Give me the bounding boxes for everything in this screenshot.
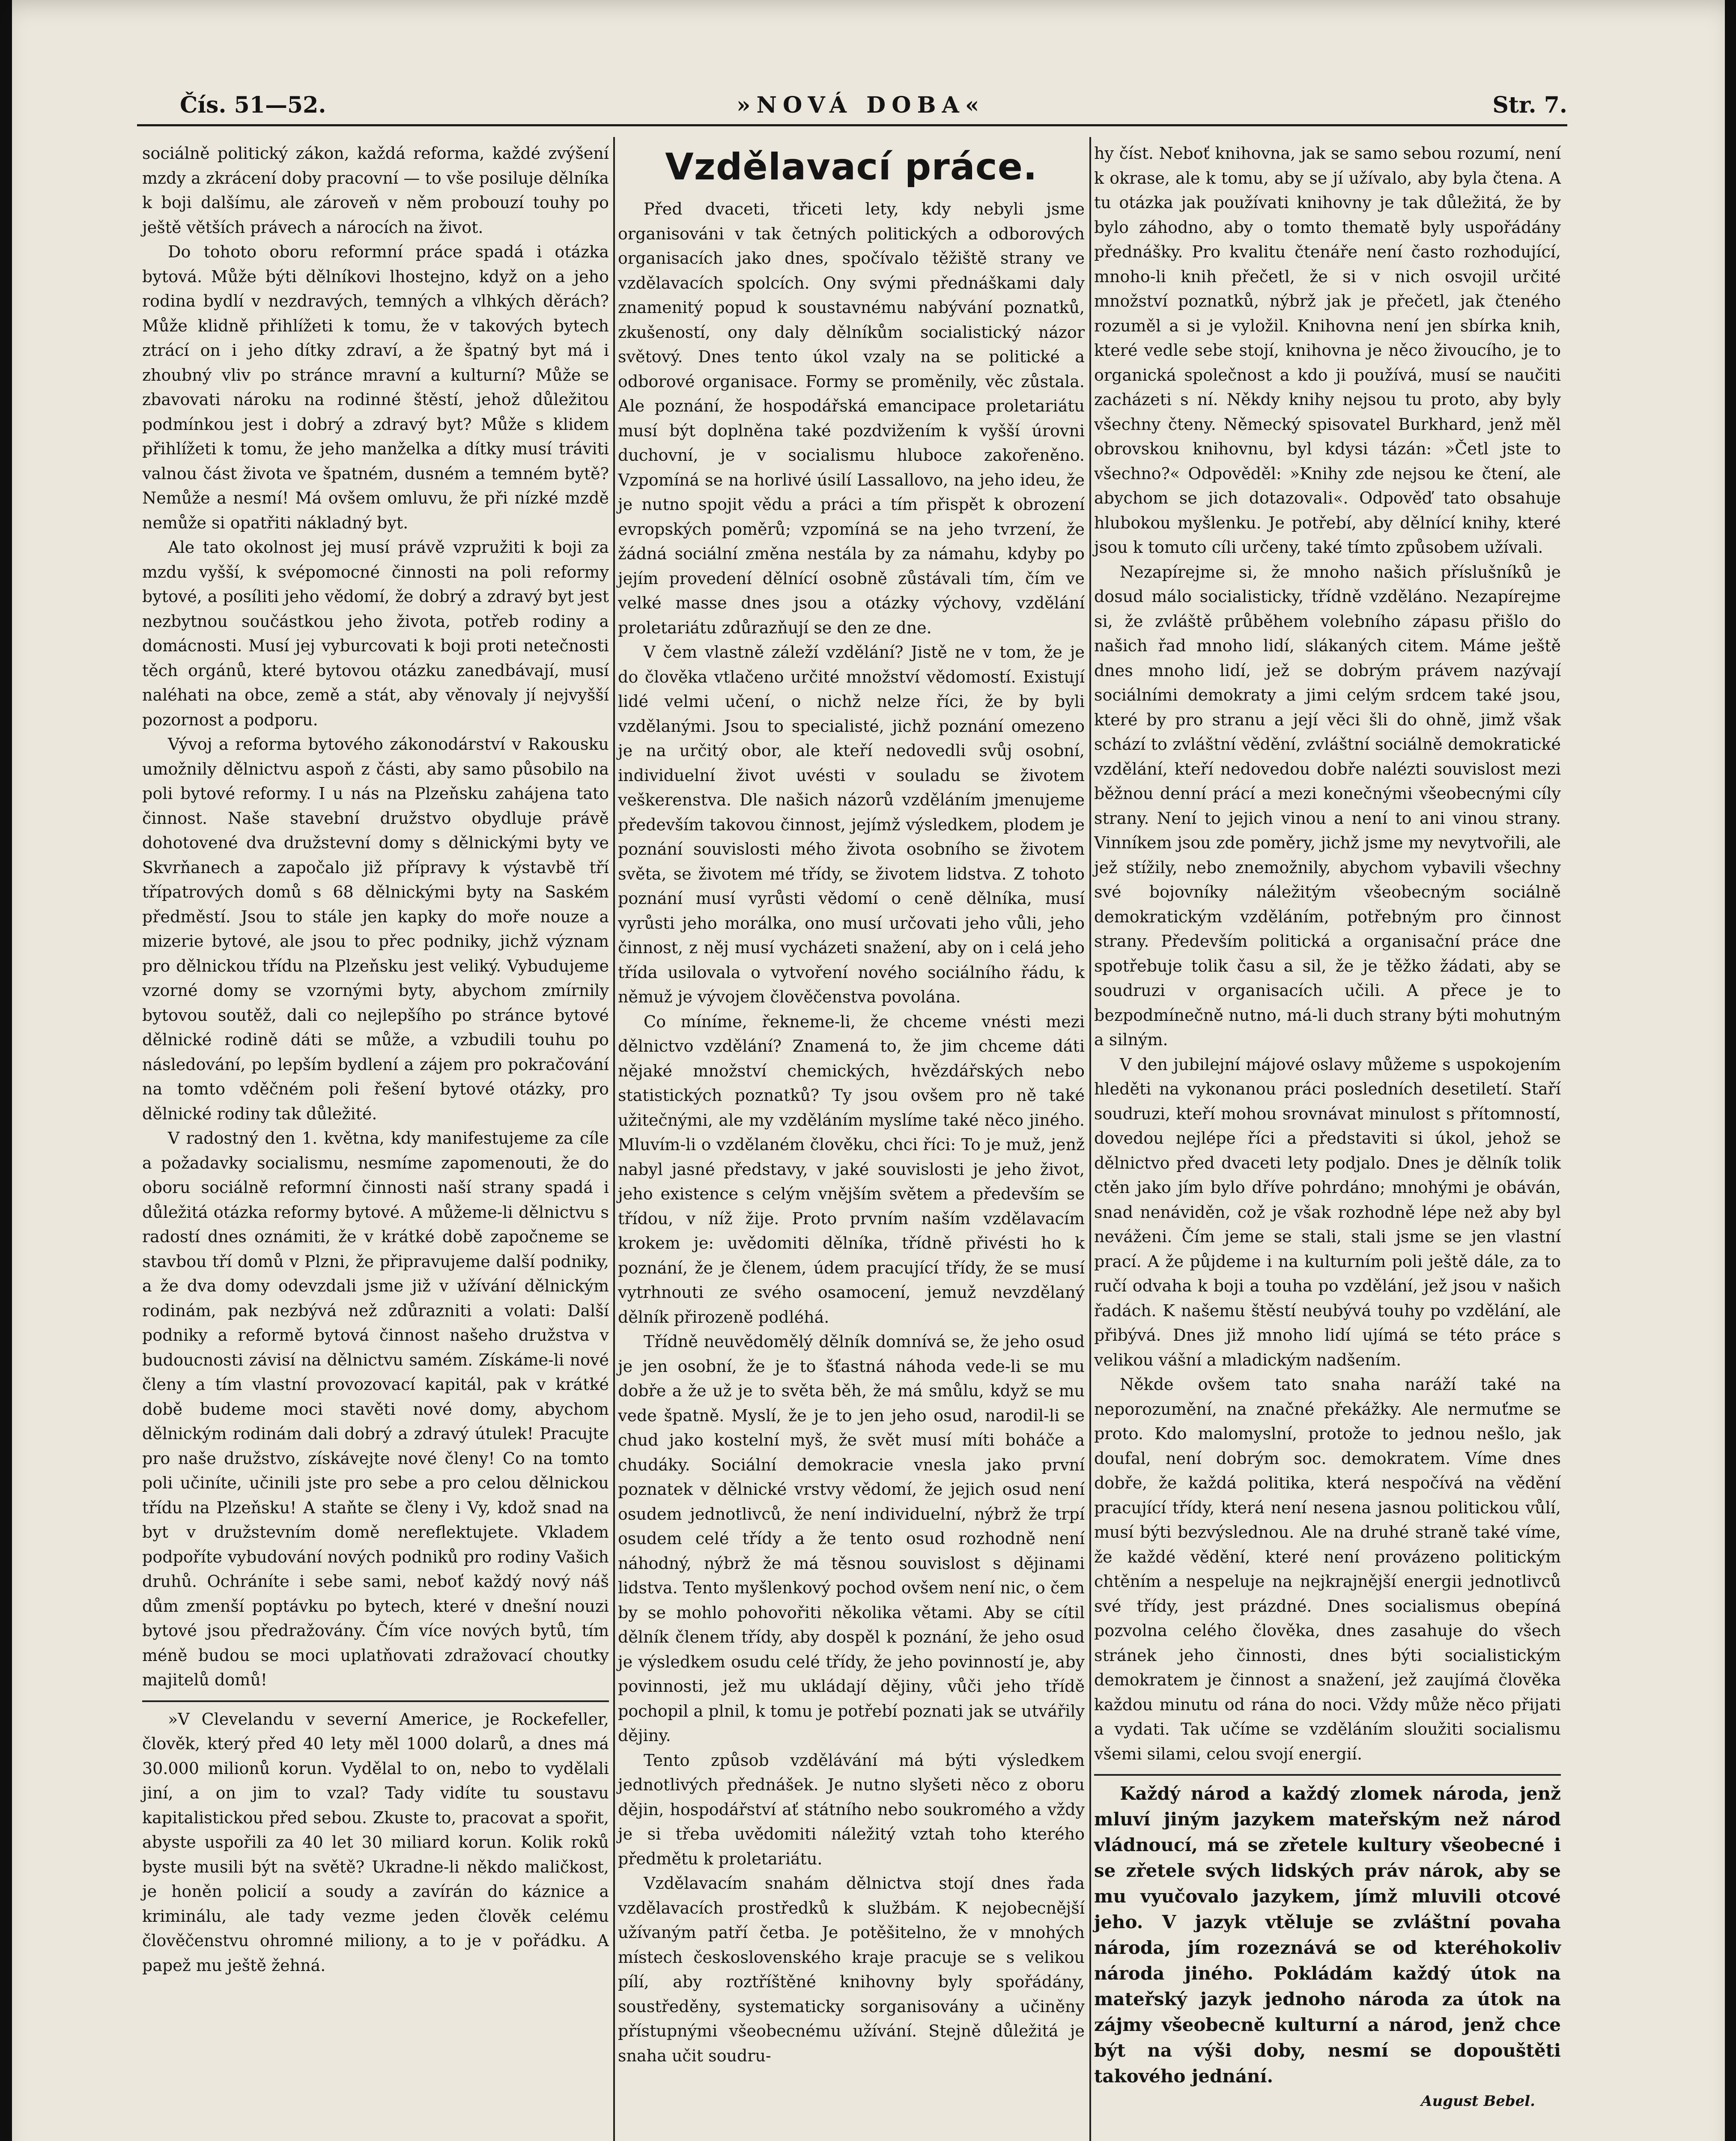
newspaper-title: »NOVÁ DOBA« [737,92,985,118]
section-rule [1094,1774,1561,1776]
article-paragraph: Třídně neuvědomělý dělník domnívá se, že jeho osud je jen osobní, že je to šťastná náhoda vede-li se mu dobře a že už je to světa běh, že má smůlu, když se mu vede špatně. Myslí, že je to jen jeho osud, narodil-li se chud jako kostelní myš, že svět musí míti boháče a chudáky. Sociální demokracie vnesla jako první poznatek v dělnické vrstvy vědomí, že jejich osud není osudem jednotlivců, že není individuelní, nýbrž že trpí osudem celé třídy a že tento osud rozhodně není náhodný, nýbrž že má těsnou souvislost s dějinami lidstva. Tento myšlenkový pochod ovšem není nic, o čem by se mohlo pohovořiti několika větami. Aby se cítil dělník členem třídy, aby dospěl k poznání, že jeho osud je výsledkem osudu celé třídy, že jeho povinností je, aby povinnosti, jež mu ukládají dějiny, vůči jeho třídě pochopil a plnil, k tomu je potřebí poznati jak se utvářily dějiny. [618,1332,1085,1745]
article-title: Vzdělavací práce. [665,146,1038,188]
article-paragraph: sociálně politický zákon, každá reforma, každé zvýšení mzdy a zkrácení doby pracovní — to vše posiluje dělníka k boji dalšímu, ale zároveň v něm probouzí touhy po ještě větších právech a nárocích na život. [142,144,609,237]
column-2 [618,141,1085,2068]
article-paragraph: Nezapírejme si, že mnoho našich příslušníků je dosud málo socialisticky, třídně vzděláno. Nezapírejme si, že zvláště průběhem volebního zápasu přišlo do našich řad mnoho lidí, slákaných citem. Máme ještě dnes mnoho lidí, jež se dobrým právem nazývají sociálními demokraty a jimi celým srdcem také jsou, které by pro stranu a její věci šli do ohně, jimž však schází to zvláštní vědění, zvláštní sociálně demokratické vzdělání, kteří nedovedou dobře nalézti souvislost mezi běžnou denní prácí a mezi konečnými všeobecnými cíly strany. Není to jejich vinou a není to ani vinou strany. Vinníkem jsou zde poměry, jichž jsme my nevytvořili, ale jež stížily, nebo znemožnily, abychom vybavili všechny své bojovníky náležitým všeobecným sociálně demokratickým vzděláním, potřebným pro činnost strany. Především politická a organisační práce dne spotřebuje tolik času a sil, že je těžko žádati, aby se soudruzi v organisacích učili. A přece je to bezpodmínečně nutno, má-li duch strany býti mohutným a silným. [1094,562,1561,1049]
article-paragraph: Tento způsob vzdělávání má býti výsledkem jednotlivých přednášek. Je nutno slyšeti něco z oboru dějin, hospodářství ať státního nebo soukromého a vždy je si třeba uvědomiti náležitý vztah toho kterého předmětu k proletariátu. [618,1750,1085,1868]
section-rule [142,1700,609,1702]
column-3 [1094,141,1561,2114]
article-paragraph: Vzdělavacím snahám dělnictva stojí dnes řada vzdělavacích prostředků k službám. K nejobecnější užívaným patří četba. Je potěšitelno, že v mnohých místech československého kraje pracuje se s velikou pílí, aby roztříštěné knihovny byly spořádány, soustředěny, systematicky sorganisovány a učiněny přístupnými všeobecnému užívání. Stejně důležitá je snaha učit soudru- [618,1874,1085,2065]
bebel-quote: Každý národ a každý zlomek národa, jenž mluví jiným jazykem mateřským než národ vládnoucí, má se zřetele kultury všeobecné i se zřetele svých lidských práv nárok, aby se mu vyučovalo jazykem, jímž mluvili otcové jeho. V jazyk vtěluje se zvláštní povaha národa, jím rozeznává se od kteréhokoliv národa jiného. Pokládám každý útok na mateřský jazyk jednoho národa za útok na zájmy všeobecně kulturní a národ, jenž chce být na výši doby, nesmí se dopouštěti takového jednání. [1094,1783,1561,2087]
rockefeller-note: »V Clevelandu v severní Americe, je Rockefeller, člověk, který před 40 lety měl 1000 dolarů, a dnes má 30.000 milionů korun. Vydělal to on, nebo to vydělali jiní, a on jim to vzal? Tady vidíte tu soustavu kapitalistickou před sebou. Zkuste to, pracovat a spořit, abyste uspořili za 40 let 30 miliard korun. Kolik roků byste musili být na světě? Ukradne-li někdo maličkost, je honěn policií a soudy a zavírán do káznice a kriminálu, ale tady vezme jeden člověk celému člověčenstvu ohromné miliony, a to je v pořádku. A papež mu ještě žehná. [142,1709,609,1975]
issue-number: Čís. 51—52. [180,92,326,118]
scan-right-border [1725,0,1736,2141]
column-1 [142,141,609,1978]
article-paragraph: Co míníme, řekneme-li, že chceme vnésti mezi dělnictvo vzdělání? Znamená to, že jim chceme dáti nějaké množství chemických, hvězdářských nebo statistických poznatků? Ty jsou ovšem pro ně také užitečnými, ale my vzděláním myslíme také něco jiného. Mluvím-li o vzdělaném člověku, chci říci: To je muž, jenž nabyl jasné představy, v jaké souvislosti je jeho život, jeho existence s celým vnějším světem a především se třídou, v níž žije. Proto prvním naším vzdělavacím krokem je: uvědomiti dělníka, třídně přivésti ho k poznání, že je členem, údem pracující třídy, že se musí vytrhnouti ze svého osamocení, jemuž nevzdělaný dělník přirozeně podléhá. [618,1012,1085,1327]
article-paragraph: Ale tato okolnost jej musí právě vzpružiti k boji za mzdu vyšší, k svépomocné činnosti na poli reformy bytové, a posíliti jeho vědomí, že dobrý a zdravý byt jest nezbytnou součástkou jeho života, potřeb rodiny a domácnosti. Musí jej vyburcovati k boji proti netečnosti těch orgánů, které bytovou otázku zanedbávají, musí naléhati na obce, země a stát, aby věnovaly jí nejvyšší pozornost a podporu. [142,538,609,729]
article-paragraph: V čem vlastně záleží vzdělání? Jistě ne v tom, že je do člověka vtlačeno určité množství vědomostí. Existují lidé velmi učení, o nichž nelze říci, že by byli vzdělanými. Jsou to specialisté, jichž poznání omezeno je na určitý obor, ale kteří nedovedli svůj osobní, individuelní život uvésti v souladu se životem veškerenstva. Dle našich názorů vzděláním jmenujeme především takovou činnost, jejímž výsledkem, plodem je poznání souvislosti mého života osobního se životem světa, se životem mé třídy, se životem lidstva. Z tohoto poznání musí vyrůsti vědomí o ceně dělníka, musí vyrůsti jeho morálka, ono musí určovati jeho vůli, jeho činnost, z něj musí vycházeti snažení, aby on i celá jeho třída usilovala o vytvoření nového sociálního řádu, k němuž je vývojem člověčenstva povolána. [618,643,1085,1006]
article-paragraph: V radostný den 1. května, kdy manifestujeme za cíle a požadavky socialismu, nesmíme zapomenouti, že do oboru sociálně reformní činnosti naší strany spadá i důležitá otázka reformy bytové. A můžeme-li dělnictvu s radostí dnes oznámiti, že v krátké době započneme se stavbou tří domů v Plzni, že připravujeme další podniky, a že dva domy odevzdali jsme již v užívání dělnickým rodinám, pak nezbývá než zdůrazniti a volati: Další podniky a reformě bytová činnost našeho družstva v budoucnosti závisí na dělnictvu samém. Získáme-li nové členy a tím vlastní provozovací kapitál, pak v krátké době budeme moci stavěti nové domy, abychom dělnickým rodinám dali dobrý a zdravý útulek! Pracujte pro naše družstvo, získávejte nové členy! Co na tomto poli učiníte, učinili jste pro sebe a pro celou dělnickou třídu na Plzeňsku! A staňte se členy i Vy, kdož snad na byt v družstevním domě nereflektujete. Vkladem podpoříte vybudování nových podniků pro rodiny Vašich druhů. Ochráníte i sebe sami, neboť každý nový náš dům zmenší poptávku po bytech, které v dnešní nouzi bytové jsou předražovány. Čím více nových bytů, tím méně budou se moci uplatňovati zdražovací choutky majitelů domů! [142,1129,609,1689]
quote-signature: August Bebel. [1421,2093,1535,2110]
article-paragraph: Před dvaceti, třiceti lety, kdy nebyli jsme organisováni v tak četných politických a odborových organisacích jako dnes, spočívalo těžiště strany ve vzdělavacích spolcích. Ony svými přednáškami daly znamenitý popud k soustavnému nabývání poznatků, zkušeností, ony daly dělníkům socialistický názor světový. Dnes tento úkol vzaly na se politické a odborové organisace. Formy se proměnily, věc zůstala. Ale poznání, že hospodářská emancipace proletariátu musí být doplněna také pozdvižením k vyšší úrovni duchovní, je v socialismu hluboce zakořeněno. Vzpomíná se na horlivé úsilí Lassallovo, na jeho ideu, že je nutno spojit vědu a práci a tím přispět k obrození evropských poměrů; vzpomíná se na jeho tvrzení, že žádná sociální změna nestála by za námahu, kdyby po jejím provedení dělnící osobně zůstávali tím, čím ve velké masse dnes jsou a otázky výchovy, vzdělání proletariátu zdůrazňují se den ze dne. [618,200,1085,637]
scan-left-border [0,0,12,2141]
article-paragraph: hy číst. Neboť knihovna, jak se samo sebou rozumí, není k okrase, ale k tomu, aby se jí užívalo, aby byla čtena. A tu otázka jak používati knihovny je tak důležitá, že by bylo záhodno, aby o tomto thematě byly uspořádány přednášky. Pro kvalitu čtenáře není často rozhodující, mnoho-li knih přečetl, že si v nich osvojil určité množství poznatků, nýbrž jak je přečetl, jak čteného rozuměl a si je vyložil. Knihovna není jen sbírka knih, které vedle sebe stojí, knihovna je něco živoucího, je to organická společnost a kdo ji používá, musí se naučiti zacházeti s ní. Někdy knihy nejsou tu proto, aby byly všechny čteny. Německý spisovatel Burkhard, jenž měl obrovskou knihovnu, byl kdysi tázán: »Četl jste to všechno?« Odpověděl: »Knihy zde nejsou ke čtení, ale abychom se jich dotazovali«. Odpověď tato obsahuje hlubokou myšlenku. Je potřebí, aby dělnící knihy, které jsou k tomuto cíli určeny, také tímto způsobem užívali. [1094,144,1561,557]
page-header [180,88,1567,122]
article-paragraph: Někde ovšem tato snaha naráží také na neporozumění, na značné překážky. Ale nermuťme se proto. Kdo malomyslní, protože to jednou nešlo, jak doufal, není dobrým soc. demokratem. Víme dnes dobře, že každá politika, která nespočívá na vědění pracující třídy, která není nesena jasnou politickou vůlí, musí býti bezvýslednou. Ale na druhé straně také víme, že každé vědění, které není provázeno politickým chtěním a nespeluje na nejkrajnější energii jednotlivců své třídy, jest prázdné. Dnes socialismus obepíná pozvolna celého člověka, dnes zasahuje do všech stránek jeho činnosti, dnes býti socialistickým demokratem je činnost a snažení, jež zaujímá člověka každou minutu od rána do noci. Vždy může něco přijati a vydati. Tak učíme se vzděláním sloužiti socialismu všemi silami, celou svojí energií. [1094,1375,1561,1763]
article-paragraph: V den jubilejní májové oslavy můžeme s uspokojením hleděti na vykonanou práci posledních desetiletí. Staří soudruzi, kteří mohou srovnávat minulost s přítomností, dovedou nejlépe říci a představiti si úkol, jehož se dělnictvo před dvaceti lety podjalo. Dnes je dělník tolik ctěn jako jím bylo dříve pohrdáno; mnohými je obáván, snad nenáviděn, což je však rozhodně lépe než aby byl neváženi. Čím jeme se stali, stali jsme se jen vlastní prací. A že půjdeme i na kulturním poli ještě dále, za to ručí odvaha k boji a touha po vzdělání, jež jsou v našich řadách. K našemu štěstí neubývá touhy po vzdělání, ale přibývá. Dnes již mnoho lidí ujímá se této práce s velikou vášní a mladickým nadšením. [1094,1055,1561,1369]
article-paragraph: Do tohoto oboru reformní práce spadá i otázka bytová. Může býti dělníkovi lhostejno, když on a jeho rodina bydlí v nezdravých, temných a vlhkých děrách? Může klidně přihlížeti k tomu, že v takových bytech ztrácí on i jeho dítky zdraví, a že špatný byt má i zhoubný vliv po stránce mravní a kulturní? Může se zbavovati nároku na rodinné štěstí, jehož důležitou podmínkou jest i dobrý a zdravý byt? Může s klidem přihlížeti k tomu, že jeho manželka a dítky musí tráviti valnou část života ve špatném, dusném a temném bytě? Nemůže a nesmí! Má ovšem omluvu, že při nízké mzdě nemůže si opatřiti nákladný byt. [142,242,609,532]
header-rule [137,124,1567,126]
column-divider-2 [1089,137,1091,2141]
article-paragraph: Vývoj a reforma bytového zákonodárství v Rakousku umožnily dělnictvu aspoň z části, aby samo působilo na poli bytové reformy. I u nás na Plzeňsku zahájena tato činnost. Naše stavební družstvo obydluje právě dohotovené dva družstevní domy s dělnickými byty ve Skvrňanech a započalo již přípravy k výstavbě tří třípatrových domů s 68 dělnickými byty na Saském předměstí. Jsou to stále jen kapky do moře nouze a mizerie bytové, ale jsou to přec podniky, jichž význam pro dělnickou třídu na Plzeňsku jest veliký. Vybudujeme vzorné domy se vzornými byty, abychom zmírnily bytovou soutěž, dali co nejlepšího po stránce bytové dělnické rodině dáti se může, a vzbudili touhu po následování, po lepším bydlení a zájem pro pokračování na tomto vděčném poli řešení bytové otázky, pro dělnické rodiny tak důležité. [142,735,609,1123]
column-divider-1 [613,137,615,2141]
page-number: Str. 7. [1492,92,1567,118]
